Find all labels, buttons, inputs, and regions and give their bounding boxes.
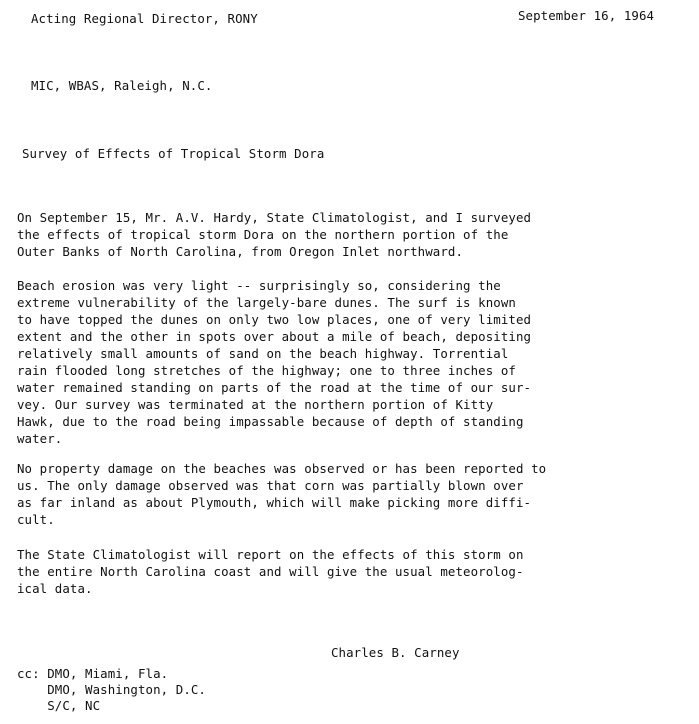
cc-line-2: DMO, Washington, D.C. [17,682,206,697]
body-paragraph-4: The State Climatologist will report on the effects of this storm on the entire North Carolina coast and will give the usual meteorolog- ical data. [17,547,524,596]
body-paragraph-3: No property damage on the beaches was observed or has been reported to us. The only damage observed was that corn was partially blown over as far inland as about Plymouth, which will make picking more diffi- cult. [17,461,547,527]
body-paragraph-1: On September 15, Mr. A.V. Hardy, State Climatologist, and I surveyed the effects of tropical storm Dora on the northern portion of the Outer Banks of North Carolina, from Oregon Inlet northward. [17,210,532,259]
subject-line: Survey of Effects of Tropical Storm Dora [22,146,325,161]
from-line: Acting Regional Director, RONY [31,11,258,26]
signature: Charles B. Carney [331,645,460,660]
to-line: MIC, WBAS, Raleigh, N.C. [31,78,213,93]
body-paragraph-2: Beach erosion was very light -- surprisingly so, considering the extreme vulnerability of the largely-bare dunes. The surf is known to have topped the dunes on only two low places, one of very limited extent and the other in spots over about a mile of beach, depositing relatively small amounts of sand on the beach highway. Torrential rain flooded long stretches of the highway; one to three inches of water remained standing on parts of the road at the time of our sur- vey. Our survey was terminated at the northern portion of Kitty Hawk, due to the road being impassable because of depth of standing water. [17,278,532,446]
cc-line-3: S/C, NC [17,698,101,713]
cc-line-1: cc: DMO, Miami, Fla. [17,666,169,681]
date-line: September 16, 1964 [518,8,655,23]
